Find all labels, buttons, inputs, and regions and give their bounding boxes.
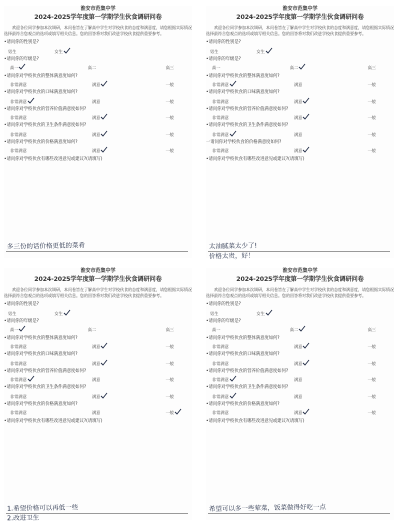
question-hygiene: •请问你对学校伙食的卫生条件满意度如何? [4, 385, 87, 391]
option-grade-2[interactable]: 高二 [87, 65, 97, 71]
option-grade-2[interactable]: 高二 [87, 327, 97, 333]
option-female[interactable]: 女生 [256, 49, 264, 54]
question-overall: •请问你对学校伙食的整体满意度如何? [4, 335, 78, 341]
question-gender: •请问你的性别是? [206, 302, 241, 308]
option-very-satisfied[interactable]: 非常满意 [10, 360, 27, 366]
option-satisfied[interactable]: 满意 [92, 82, 100, 87]
option-very-satisfied[interactable]: 非常满意 [10, 148, 27, 154]
question-overall: •请问你对学校伙食的整体满意度如何? [206, 335, 280, 341]
option-general[interactable]: 一般 [165, 360, 174, 366]
grade-options [4, 327, 192, 332]
check-mark-icon [229, 130, 237, 137]
check-mark-icon [100, 342, 108, 349]
question-suggestions: •请问你对学校伙食有哪些改进意见或建议?(请填写) [206, 156, 305, 162]
option-satisfied[interactable]: 满意 [92, 115, 100, 120]
option-general[interactable]: 一般 [367, 410, 376, 416]
survey-sheet-1 [4, 6, 192, 258]
check-mark-icon [302, 342, 310, 349]
option-very-satisfied[interactable]: 非常满意 [10, 377, 27, 382]
handwritten-answer: 多三份的话价格更低的菜肴 [6, 241, 86, 251]
question-hygiene: •请问你对学校伙食的卫生条件满意度如何? [206, 123, 289, 129]
price-options [4, 410, 192, 415]
question-hygiene: •请问你对学校伙食的卫生条件满意度如何? [4, 123, 87, 129]
option-general[interactable]: 一般 [165, 81, 174, 87]
check-mark-icon [174, 408, 182, 415]
option-satisfied[interactable]: 满意 [91, 377, 101, 383]
gender-options [4, 311, 192, 316]
question-hygiene: •请问你对学校伙食的卫生条件满意度如何? [206, 385, 289, 391]
option-satisfied[interactable]: 满意 [293, 81, 303, 87]
nutrition-options [4, 115, 192, 120]
question-gender: •请问你的性别是? [4, 40, 39, 46]
option-very-satisfied[interactable]: 非常满意 [10, 343, 27, 349]
check-mark-icon [302, 97, 310, 104]
check-mark-icon [27, 97, 35, 104]
question-taste: •请问你对学校伙食的口味满意度如何? [206, 352, 280, 358]
option-general[interactable]: 一般 [165, 343, 174, 349]
option-very-satisfied[interactable]: 非常满意 [212, 148, 229, 154]
option-general[interactable]: 一般 [367, 98, 376, 104]
option-male[interactable]: 男生 [8, 310, 17, 316]
option-general[interactable]: 一般 [165, 115, 174, 121]
question-grade: •请问你的年级是? [4, 318, 39, 324]
check-mark-icon [18, 63, 26, 70]
option-very-satisfied[interactable]: 非常满意 [10, 81, 27, 87]
option-very-satisfied[interactable]: 非常满意 [212, 115, 229, 121]
option-male[interactable]: 男生 [210, 48, 219, 54]
check-mark-icon [27, 375, 35, 382]
check-mark-icon [100, 392, 108, 399]
option-satisfied[interactable]: 满意 [91, 410, 101, 416]
option-satisfied[interactable]: 满意 [294, 344, 302, 349]
check-mark-icon [63, 309, 71, 316]
question-price: 一请问你对学校伙食的价格满意度如何? [206, 140, 282, 146]
option-satisfied[interactable]: 满意 [293, 393, 303, 399]
question-nutrition: •请问你对学校伙食的营养价值满意度如何? [206, 106, 289, 112]
option-female[interactable]: 女生 [54, 311, 62, 316]
nutrition-options [206, 377, 394, 382]
option-general[interactable]: 一般 [367, 115, 376, 121]
option-very-satisfied[interactable]: 非常满意 [212, 98, 229, 104]
check-mark-icon [302, 146, 310, 153]
answer-underline [6, 251, 188, 252]
check-mark-icon [63, 47, 71, 54]
option-satisfied[interactable]: 满意 [91, 98, 101, 104]
school-name: 淮安市范集中学 [282, 6, 318, 12]
handwritten-answer: 太油腻菜太少了! [208, 241, 258, 251]
option-very-satisfied[interactable]: 非常满意 [212, 410, 229, 416]
option-general[interactable]: 一般 [367, 148, 376, 154]
check-mark-icon [298, 63, 306, 70]
option-very-satisfied[interactable]: 非常满意 [212, 82, 229, 87]
question-taste: •请问你对学校伙食的口味满意度如何? [4, 352, 78, 358]
question-suggestions: •请问你对学校伙食有哪些改进意见或建议?(请填写) [4, 156, 103, 162]
survey-sheet-2 [206, 6, 394, 261]
option-very-satisfied[interactable]: 非常满意 [10, 393, 27, 399]
question-nutrition: •请问你对学校伙食的营养价值满意度如何? [4, 368, 87, 374]
option-general[interactable]: 一般 [367, 131, 376, 137]
check-mark-icon [265, 47, 273, 54]
hygiene-options [4, 394, 192, 399]
option-grade-3[interactable]: 高三 [367, 327, 376, 333]
option-general[interactable]: 一般 [367, 360, 376, 366]
option-satisfied[interactable]: 满意 [92, 344, 100, 349]
grade-options [206, 327, 394, 332]
question-grade: •请问你的年级是? [4, 56, 39, 62]
question-price: •请问你对学校伙食的价格满意度如何? [206, 402, 280, 408]
handwritten-answer: 1.希望价格可以再低一些 [6, 503, 79, 513]
handwritten-answer: 希望可以多一些荤菜，饭菜做得好吃一点 [208, 502, 327, 514]
question-nutrition: •请问你对学校伙食的营养价值满意度如何? [4, 106, 87, 112]
question-grade: •请问你的年级是? [206, 56, 241, 62]
option-general[interactable]: 一般 [367, 343, 376, 349]
option-male[interactable]: 男生 [210, 310, 219, 316]
option-satisfied[interactable]: 满意 [294, 99, 302, 104]
question-overall: •请问你对学校伙食的整体满意度如何? [206, 73, 280, 79]
option-very-satisfied[interactable]: 非常满意 [212, 394, 229, 399]
survey-title: 2024-2025学年度第一学期学生伙食调研问卷 [236, 14, 364, 22]
grade-options [4, 65, 192, 70]
survey-title: 2024-2025学年度第一学期学生伙食调研问卷 [236, 276, 364, 284]
option-general[interactable]: 一般 [367, 393, 376, 399]
question-price: •请问你对学校伙食的价格满意度如何? [4, 140, 78, 146]
check-mark-icon [265, 309, 273, 316]
overall-options [4, 344, 192, 349]
option-satisfied[interactable]: 满意 [293, 377, 303, 383]
option-satisfied[interactable]: 满意 [294, 148, 302, 153]
option-satisfied[interactable]: 满意 [92, 361, 100, 366]
option-satisfied[interactable]: 满意 [294, 115, 302, 120]
check-mark-icon [302, 113, 310, 120]
check-mark-icon [100, 146, 108, 153]
check-mark-icon [302, 359, 310, 366]
question-suggestions: •请问你对学校伙食有哪些改进意见或建议?(请填写) [206, 418, 305, 424]
option-very-satisfied[interactable]: 非常满意 [212, 360, 229, 366]
question-taste: •请问你对学校伙食的口味满意度如何? [206, 90, 280, 96]
check-mark-icon [18, 325, 26, 332]
check-mark-icon [229, 80, 237, 87]
check-mark-icon [100, 130, 108, 137]
survey-intro: 欢迎各位同学参加本次调研，本问卷旨在了解高中学生对学校伙食的态度和满意度，请您根据实际情况选择最符合您观点的选项或填写相关信息。您的回答将对我们改进学校伙食提供重要参考。 [206, 287, 394, 299]
survey-title: 2024-2025学年度第一学期学生伙食调研问卷 [34, 14, 162, 22]
option-female[interactable]: 女生 [256, 311, 264, 316]
option-satisfied[interactable]: 满意 [294, 361, 302, 366]
option-satisfied[interactable]: 满意 [92, 148, 100, 153]
check-mark-icon [100, 80, 108, 87]
option-female[interactable]: 女生 [54, 49, 62, 54]
hygiene-options [4, 132, 192, 137]
gender-options [206, 49, 394, 54]
hygiene-options [206, 394, 394, 399]
overall-options [206, 344, 394, 349]
taste-options [206, 99, 394, 104]
option-grade-1[interactable]: 高一 [212, 65, 221, 71]
survey-sheet-3 [4, 268, 192, 523]
option-grade-3[interactable]: 高三 [165, 327, 174, 333]
school-name: 淮安市范集中学 [282, 268, 318, 274]
option-satisfied[interactable]: 满意 [294, 410, 302, 415]
option-general[interactable]: 一般 [165, 377, 174, 383]
option-general[interactable]: 一般 [367, 377, 376, 383]
check-mark-icon [298, 325, 306, 332]
option-very-satisfied[interactable]: 非常满意 [212, 343, 229, 349]
check-mark-icon [302, 408, 310, 415]
option-very-satisfied[interactable]: 非常满意 [10, 99, 27, 104]
survey-intro: 欢迎各位同学参加本次调研，本问卷旨在了解高中学生对学校伙食的态度和满意度，请您根据实际情况选择最符合您观点的选项或填写相关信息。您的回答将对我们改进学校伙食提供重要参考。 [206, 25, 394, 37]
school-name: 淮安市范集中学 [80, 268, 116, 274]
question-gender: •请问你的性别是? [206, 40, 241, 46]
option-general[interactable]: 一般 [165, 393, 174, 399]
overall-options [4, 82, 192, 87]
school-name: 淮安市范集中学 [80, 6, 116, 12]
price-options [4, 148, 192, 153]
option-grade-2[interactable]: 高二 [290, 327, 298, 332]
option-male[interactable]: 男生 [8, 48, 17, 54]
option-general[interactable]: 一般 [165, 131, 174, 137]
question-overall: •请问你对学校伙食的整体满意度如何? [4, 73, 78, 79]
option-very-satisfied[interactable]: 非常满意 [10, 115, 27, 121]
survey-intro: 欢迎各位同学参加本次调研，本问卷旨在了解高中学生对学校伙食的态度和满意度，请您根据实际情况选择最符合您观点的选项或填写相关信息。您的回答将对我们改进学校伙食提供重要参考。 [4, 287, 192, 299]
survey-sheet-4 [206, 268, 394, 520]
price-options [206, 148, 394, 153]
hygiene-options [206, 132, 394, 137]
taste-options [4, 99, 192, 104]
option-general[interactable]: 一般 [166, 410, 174, 415]
option-grade-1[interactable]: 高一 [10, 65, 18, 70]
survey-title: 2024-2025学年度第一学期学生伙食调研问卷 [34, 276, 162, 284]
option-grade-1[interactable]: 高一 [10, 327, 18, 332]
question-suggestions: •请问你对学校伙食有哪些改进意见或建议?(请填写) [4, 418, 103, 424]
option-very-satisfied[interactable]: 非常满意 [10, 410, 27, 416]
check-mark-icon [100, 359, 108, 366]
price-options [206, 410, 394, 415]
option-grade-3[interactable]: 高三 [367, 65, 376, 71]
question-taste: •请问你对学校伙食的口味满意度如何? [4, 90, 78, 96]
check-mark-icon [100, 113, 108, 120]
question-nutrition: •请问你对学校伙食的营养价值满意度如何? [206, 368, 289, 374]
option-general[interactable]: 一般 [367, 81, 376, 87]
taste-options [206, 361, 394, 366]
option-grade-1[interactable]: 高一 [212, 327, 221, 333]
option-satisfied[interactable]: 满意 [92, 132, 100, 137]
handwritten-answer-2: 价格太贵，好！ [208, 251, 255, 261]
option-general[interactable]: 一般 [165, 98, 174, 104]
answer-underline [208, 513, 390, 514]
option-satisfied[interactable]: 满意 [92, 394, 100, 399]
nutrition-options [206, 115, 394, 120]
question-grade: •请问你的年级是? [206, 318, 241, 324]
option-grade-3[interactable]: 高三 [165, 65, 174, 71]
option-very-satisfied[interactable]: 非常满意 [212, 132, 229, 137]
taste-options [4, 361, 192, 366]
grade-options [206, 65, 394, 70]
overall-options [206, 82, 394, 87]
option-very-satisfied[interactable]: 非常满意 [10, 131, 27, 137]
option-very-satisfied[interactable]: 非常满意 [212, 377, 229, 382]
check-mark-icon [229, 392, 237, 399]
gender-options [4, 49, 192, 54]
question-price: •请问你对学校伙食的价格满意度如何? [4, 402, 78, 408]
gender-options [206, 311, 394, 316]
handwritten-answer-2: 2.改进卫生 [6, 513, 40, 523]
question-gender: •请问你的性别是? [4, 302, 39, 308]
survey-intro: 欢迎各位同学参加本次调研，本问卷旨在了解高中学生对学校伙食的态度和满意度，请您根据实际情况选择最符合您观点的选项或填写相关信息。您的回答将对我们改进学校伙食提供重要参考。 [4, 25, 192, 37]
nutrition-options [4, 377, 192, 382]
check-mark-icon [229, 375, 237, 382]
option-general[interactable]: 一般 [165, 148, 174, 154]
option-satisfied[interactable]: 满意 [293, 131, 303, 137]
option-grade-2[interactable]: 高二 [290, 65, 298, 70]
